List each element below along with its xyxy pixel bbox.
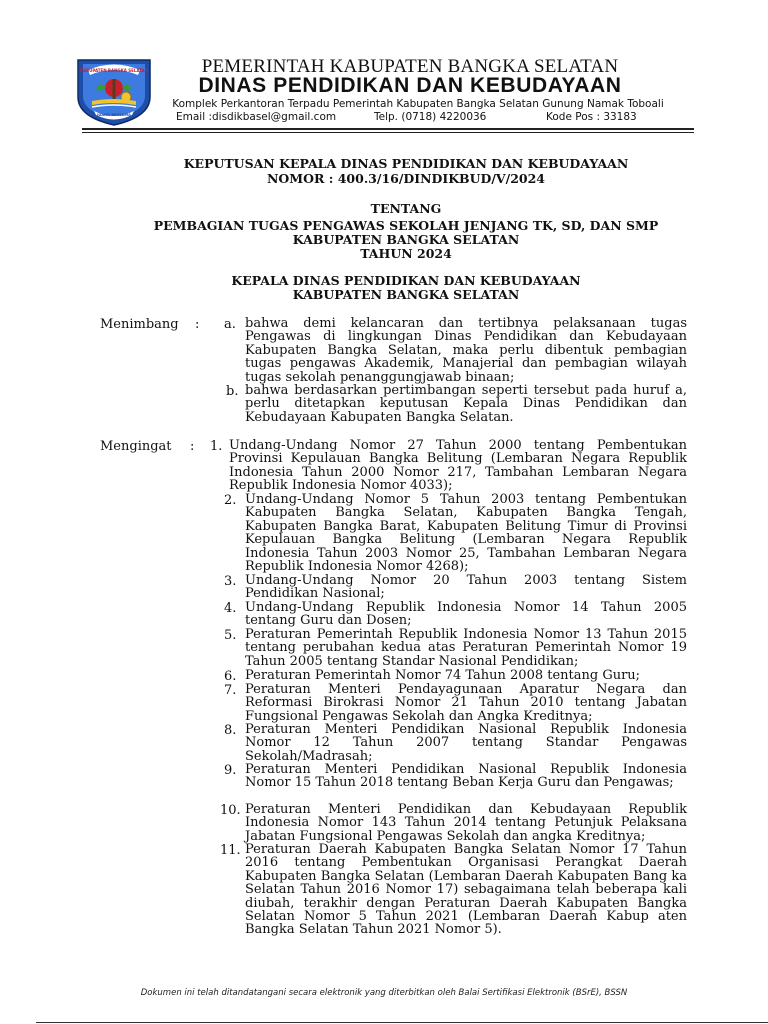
- recalling-item-5: Peraturan Pemerintah Republik Indonesia Nomor 13 Tahun 2015 tentang perubahan kedua atas Peraturan Pemerintah Nomor 19 Tahun 2005 tentang Standar Nasional Pendidikan;: [245, 627, 687, 669]
- recalling-marker-1: 1.: [210, 439, 223, 454]
- considering-item-b: bahwa berdasarkan pertimbangan seperti tersebut pada huruf a, perlu ditetapkan keputusan Kepala Dinas Pendidikan dan Kebudayaan Kabupaten Bangka Selatan.: [245, 383, 687, 425]
- considering-label: Menimbang: [100, 317, 179, 332]
- subject-line-3: TAHUN 2024: [360, 246, 452, 261]
- recalling-item-6: Peraturan Pemerintah Nomor 74 Tahun 2008 tentang Guru;: [245, 668, 641, 683]
- e-signature-note: Dokumen ini telah ditandatangani secara elektronik yang diterbitkan oleh Balai Sertifikasi Elektronik (BSrE), BSSN: [140, 988, 628, 998]
- recalling-item-3: Undang-Undang Nomor 20 Tahun 2003 tentang Sistem Pendidikan Nasional;: [245, 573, 687, 602]
- recalling-item-9: Peraturan Menteri Pendidikan Nasional Republik Indonesia Nomor 15 Tahun 2018 tentang Beban Kerja Guru dan Pengawas;: [245, 762, 687, 791]
- recalling-marker-7: 7.: [224, 683, 237, 698]
- subject-line-2: KABUPATEN BANGKA SELATAN: [292, 232, 520, 247]
- letterhead-rule-thick: [82, 128, 694, 130]
- recalling-marker-4: 4.: [224, 601, 237, 616]
- considering-colon: :: [195, 317, 200, 332]
- considering-marker-a: a.: [224, 317, 236, 332]
- footer-rule: [36, 1022, 768, 1023]
- decree-title: KEPUTUSAN KEPALA DINAS PENDIDIKAN DAN KEBUDAYAAN: [183, 156, 629, 171]
- considering-marker-b: b.: [226, 384, 239, 399]
- subject-line-1: PEMBAGIAN TUGAS PENGAWAS SEKOLAH JENJANG TK, SD, DAN SMP: [153, 218, 659, 233]
- recalling-marker-2: 2.: [224, 493, 237, 508]
- recalling-item-8: Peraturan Menteri Pendidikan Nasional Republik Indonesia Nomor 12 Tahun 2007 tentang Standar Pengawas Sekolah/Madrasah;: [245, 722, 687, 764]
- office-address: Komplek Perkantoran Terpadu Pemerintah Kabupaten Bangka Selatan Gunung Namak Toboali: [172, 98, 664, 110]
- emblem-motto-text: JUANG BERSAMA: [97, 113, 131, 117]
- letterhead: [0, 0, 768, 140]
- recalling-marker-8: 8.: [224, 723, 237, 738]
- recalling-item-11: Peraturan Daerah Kabupaten Bangka Selatan Nomor 17 Tahun 2016 tentang Pembentukan Organisasi Perangkat Daerah Kabupaten Bangka Selatan (Lembaran Daerah Kabupaten Bang ka Selatan Tahun 2016 Nomor 17) sebagaimana telah beberapa kali diubah, terakhir dengan Peraturan Daerah Kabupaten Bangka Selatan Nomor 5 Tahun 2021 (Lembaran Daerah Kabup aten Bangka Selatan Tahun 2021 Nomor 5).: [245, 842, 687, 938]
- official-line-1: KEPALA DINAS PENDIDIKAN DAN KEBUDAYAAN: [231, 273, 581, 288]
- official-line-2: KABUPATEN BANGKA SELATAN: [292, 287, 520, 302]
- decree-number: NOMOR : 400.3/16/DINDIKBUD/V/2024: [266, 171, 545, 186]
- recalling-marker-10: 10.: [220, 803, 241, 818]
- about-heading: TENTANG: [370, 201, 442, 216]
- recalling-marker-5: 5.: [224, 628, 237, 643]
- recalling-marker-9: 9.: [224, 763, 237, 778]
- considering-item-a: bahwa demi kelancaran dan tertibnya pelaksanaan tugas Pengawas di lingkungan Dinas Pendidikan dan Kebudayaan Kabupaten Bangka Selatan, maka perlu dibentuk pembagian tugas pengawas Akademik, Manajerial dan pembagian wilayah tugas sekolah penanggungjawab binaan;: [245, 316, 687, 385]
- office-name: DINAS PENDIDIKAN DAN KEBUDAYAAN: [198, 74, 622, 97]
- recalling-item-10: Peraturan Menteri Pendidikan dan Kebudayaan Republik Indonesia Nomor 143 Tahun 2014 tentang Petunjuk Pelaksana Jabatan Fungsional Pengawas Sekolah dan angka Kreditnya;: [245, 802, 687, 844]
- recalling-item-1: Undang-Undang Nomor 27 Tahun 2000 tentang Pembentukan Provinsi Kepulauan Bangka Belitung (Lembaran Negara Republik Indonesia Tahun 2000 Nomor 217, Tambahan Lembaran Negara Republik Indonesia Nomor 4033);: [229, 438, 687, 494]
- recalling-marker-3: 3.: [224, 574, 237, 589]
- recalling-marker-11: 11.: [220, 843, 241, 858]
- recalling-item-7: Peraturan Menteri Pendayagunaan Aparatur Negara dan Reformasi Birokrasi Nomor 21 Tahun 2010 tentang Jabatan Fungsional Pengawas Sekolah dan Angka Kreditnya;: [245, 682, 687, 724]
- office-postcode: Kode Pos : 33183: [546, 111, 637, 123]
- recalling-colon: :: [190, 439, 195, 454]
- recalling-item-2: Undang-Undang Nomor 5 Tahun 2003 tentang Pembentukan Kabupaten Bangka Selatan, Kabupaten Bangka Tengah, Kabupaten Bangka Barat, Kabupaten Belitung Timur di Provinsi Kepulauan Bangka Belitung (Lembaran Negara Republik Indonesia Tahun 2003 Nomor 25, Tambahan Lembaran Negara Republik Indonesia Nomor 4268);: [245, 492, 687, 575]
- emblem-top-text: KABUPATEN BANGKA SELATAN: [79, 68, 149, 73]
- recalling-item-4: Undang-Undang Republik Indonesia Nomor 14 Tahun 2005 tentang Guru dan Dosen;: [245, 600, 687, 629]
- recalling-marker-6: 6.: [224, 669, 237, 684]
- office-phone: Telp. (0718) 4220036: [374, 111, 487, 123]
- government-name: PEMERINTAH KABUPATEN BANGKA SELATAN: [201, 56, 619, 77]
- regency-emblem-icon: [74, 57, 154, 127]
- recalling-label: Mengingat: [100, 439, 172, 454]
- letterhead-rule-thin: [82, 132, 694, 133]
- office-email: Email :disdikbasel@gmail.com: [176, 111, 337, 123]
